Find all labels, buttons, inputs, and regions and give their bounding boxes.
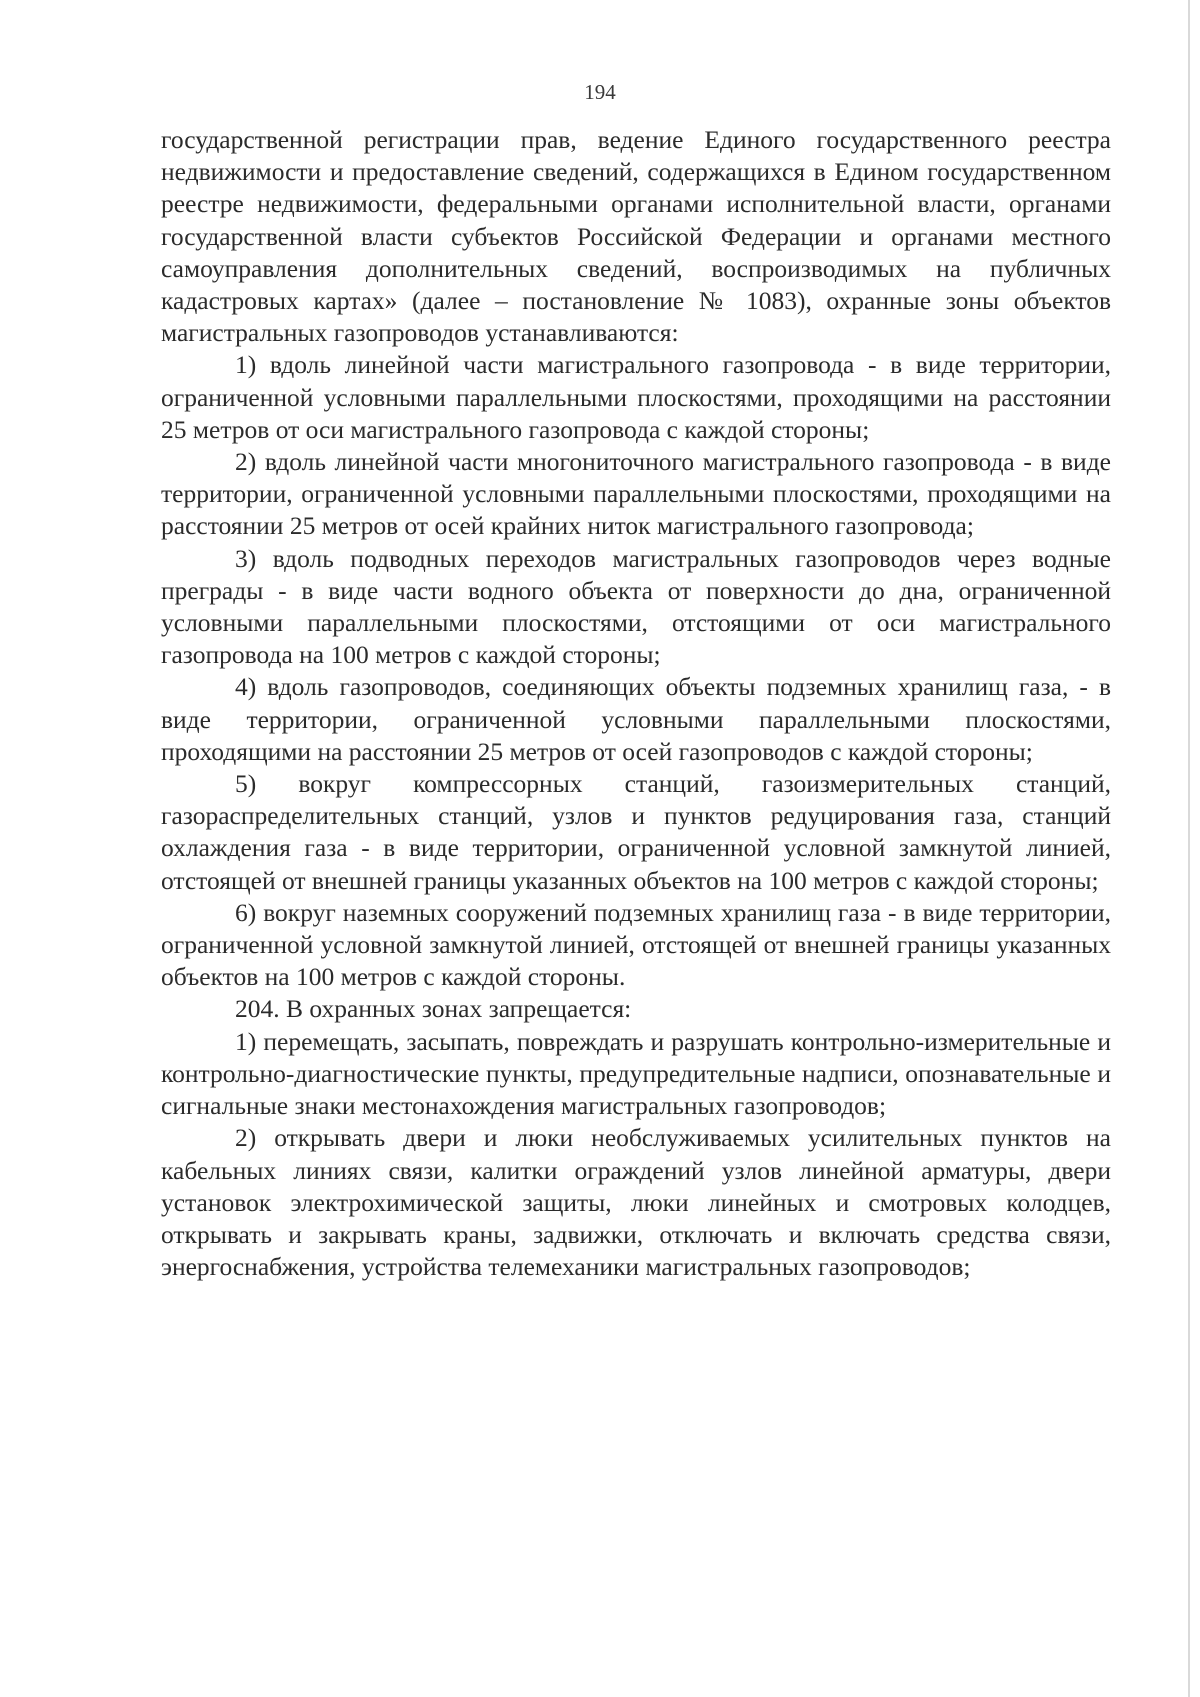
- paragraph-item-5: 5) вокруг компрессорных станций, газоизмерительных станций, газораспределительных станций, узлов и пунктов редуцирования газа, станций охлаждения газа - в виде территории, ограниченной условной замкнутой линией, отстоящей от внешней границы указанных объектов на 100 метров с каждой стороны;: [161, 769, 1111, 895]
- scan-edge-line: [1188, 0, 1190, 1697]
- paragraph-item-3: 3) вдоль подводных переходов магистральных газопроводов через водные преграды - в виде части водного объекта от поверхности до дна, ограниченной условными параллельными плоскостями, отстоящими от оси магистрального газопровода на 100 метров с каждой стороны;: [161, 543, 1111, 670]
- paragraph-continuation: государственной регистрации прав, ведение Единого государственного реестра недвижимости и предоставление сведений, содержащихся в Едином государственном реестре недвижимости, федеральными органами исполнительной власти, органами государственной власти субъектов Российской Федерации и органами местного самоуправления дополнительных сведений, воспроизводимых на публичных кадастровых картах» (далее – постановление № 1083), охранные зоны объектов магистральных газопроводов устанавливаются:: [161, 125, 1111, 348]
- page-number: 194: [584, 80, 616, 104]
- paragraph-item-6: 6) вокруг наземных сооружений подземных хранилищ газа - в виде территории, ограниченной условной замкнутой линией, отстоящей от внешней границы указанных объектов на 100 метров с каждой стороны.: [161, 897, 1111, 992]
- paragraph-item-2: 2) вдоль линейной части многониточного магистрального газопровода - в виде территории, ограниченной условными параллельными плоскостями, проходящими на расстоянии 25 метров от осей крайних ниток магистрального газопровода;: [161, 447, 1111, 541]
- prohibition-item-1: 1) перемещать, засыпать, повреждать и разрушать контрольно-измерительные и контрольно-диагностические пункты, предупредительные надписи, опознавательные и сигнальные знаки местонахождения магистральных газопроводов;: [161, 1026, 1111, 1121]
- document-body: [161, 124, 1111, 1283]
- paragraph-item-1: 1) вдоль линейной части магистрального газопровода - в виде территории, ограниченной условными параллельными плоскостями, проходящими на расстоянии 25 метров от оси магистрального газопровода с каждой стороны;: [161, 350, 1111, 444]
- section-204-heading: 204. В охранных зонах запрещается:: [235, 994, 632, 1024]
- prohibition-item-2: 2) открывать двери и люки необслуживаемых усилительных пунктов на кабельных линиях связи, калитки ограждений узлов линейной арматуры, двери установок электрохимической защиты, люки линейных и смотровых колодцев, открывать и закрывать краны, задвижки, отключать и включать средства связи, энергоснабжения, устройства телемеханики магистральных газопроводов;: [161, 1123, 1111, 1282]
- paragraph-item-4: 4) вдоль газопроводов, соединяющих объекты подземных хранилищ газа, - в виде территории, ограниченной условными параллельными плоскостями, проходящими на расстоянии 25 метров от осей газопроводов с каждой стороны;: [161, 672, 1111, 766]
